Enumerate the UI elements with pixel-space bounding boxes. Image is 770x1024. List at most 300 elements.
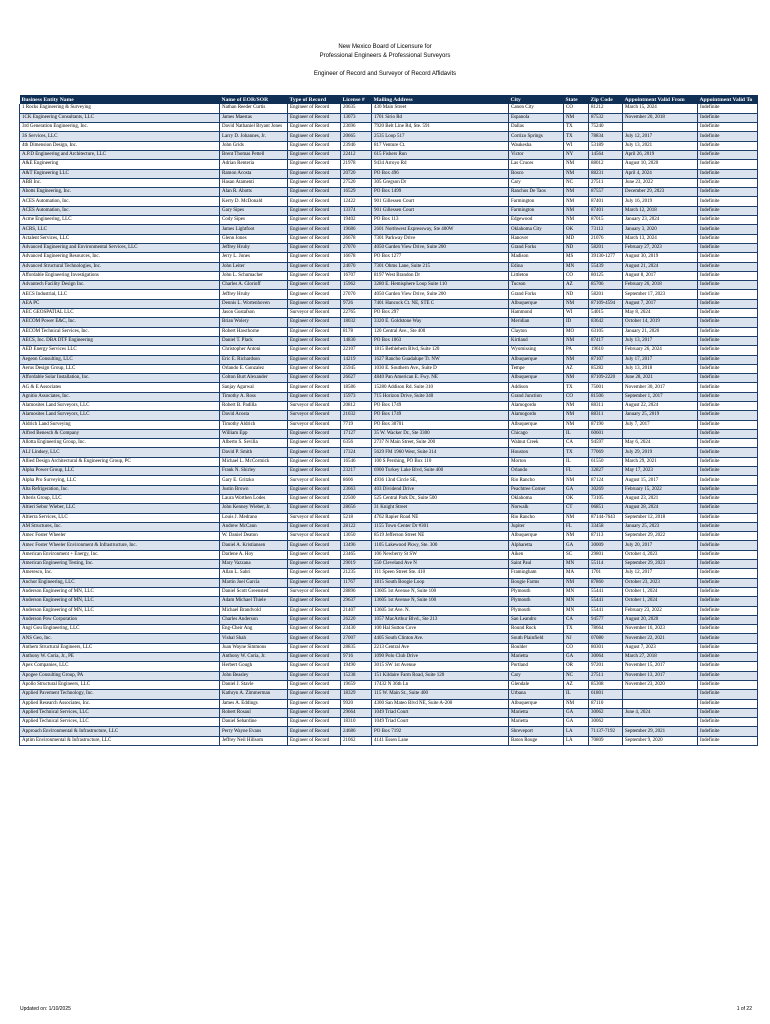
table-cell: 94577 <box>589 615 623 624</box>
table-cell: Robert Rosaul <box>220 708 288 717</box>
table-cell: 3320 E. Goldstone Way <box>372 318 509 327</box>
table-cell: Indefinite <box>698 615 758 624</box>
table-cell: Indefinite <box>698 429 758 438</box>
table-cell: Edina <box>509 262 564 271</box>
table-cell: 88231 <box>589 169 623 178</box>
table-cell: 21062 <box>341 736 372 745</box>
table-cell: Aptim Environmental & Infrastructure, LLC <box>20 736 220 745</box>
table-cell: June 28, 2021 <box>623 374 698 383</box>
table-cell: Herbert Gough <box>220 662 288 671</box>
table-cell: A.P.D Engineering and Architecture, LLC <box>20 150 220 159</box>
table-cell: Mary Vazzana <box>220 560 288 569</box>
table-cell: 1090 Polo Club Drive <box>372 653 509 662</box>
table-row <box>20 643 758 652</box>
table-cell: MA <box>564 569 589 578</box>
table-cell: Baton Rouge <box>509 736 564 745</box>
table-row <box>20 178 758 187</box>
table-cell: 7920 Belt Line Rd, Ste. 591 <box>372 123 509 132</box>
table-cell <box>623 429 698 438</box>
table-cell: Brent Thomas Pettell <box>220 150 288 159</box>
table-cell: TX <box>564 448 589 457</box>
table-row <box>20 336 758 345</box>
table-cell: 29664 <box>341 708 372 717</box>
table-cell: Indefinite <box>698 736 758 745</box>
table-cell: Indefinite <box>698 708 758 717</box>
table-row <box>20 364 758 373</box>
table-cell: Charles Anderson <box>220 615 288 624</box>
table-cell: 71137-7192 <box>589 727 623 736</box>
table-cell: Indefinite <box>698 336 758 345</box>
table-cell: OR <box>564 662 589 671</box>
table-cell: Urbana <box>509 690 564 699</box>
table-cell: David P. Smith <box>220 448 288 457</box>
table-row <box>20 680 758 689</box>
table-cell: PO Box 1277 <box>372 253 509 262</box>
table-row <box>20 625 758 634</box>
table-cell: Indefinite <box>698 541 758 550</box>
table-cell: Engineer of Record <box>288 457 341 466</box>
table-cell: Engineer of Record <box>288 123 341 132</box>
table-cell: W. Daniel Deaton <box>220 532 288 541</box>
table-cell: AECS Industrial, LLC <box>20 290 220 299</box>
table-cell: Engineer of Record <box>288 634 341 643</box>
table-cell: March 29, 2021 <box>623 457 698 466</box>
table-cell <box>623 699 698 708</box>
table-cell: Indefinite <box>698 206 758 215</box>
table-cell: NC <box>564 178 589 187</box>
table-cell: November 16, 2023 <box>623 625 698 634</box>
table-cell: Alpha Pro Surveying, LLC <box>20 476 220 485</box>
table-cell: 39130-1277 <box>589 253 623 262</box>
table-cell: 17324 <box>341 448 372 457</box>
table-cell: Indefinite <box>698 197 758 206</box>
table-cell: 26678 <box>341 234 372 243</box>
table-cell: Rio Rancho <box>509 513 564 522</box>
table-cell: 430 Main Street <box>372 104 509 113</box>
table-cell: Engineer of Record <box>288 197 341 206</box>
table-cell: Engineer of Record <box>288 262 341 271</box>
table-cell: Indefinite <box>698 290 758 299</box>
table-cell: 78664 <box>589 625 623 634</box>
table-row <box>20 513 758 522</box>
table-cell: Saint Paul <box>509 560 564 569</box>
table-cell: 16707 <box>341 271 372 280</box>
table-cell: AZ <box>564 680 589 689</box>
table-cell: 21407 <box>341 606 372 615</box>
table-cell: Albuquerque <box>509 699 564 708</box>
table-cell: Kerry D. McDonald <box>220 197 288 206</box>
table-cell: March 27, 2018 <box>623 653 698 662</box>
table-cell: 23465 <box>341 550 372 559</box>
table-cell: Engineer of Record <box>288 234 341 243</box>
table-cell: PO Box 1499 <box>372 188 509 197</box>
table-cell: 94597 <box>589 439 623 448</box>
table-cell: 9716 <box>341 653 372 662</box>
table-cell: NJ <box>564 634 589 643</box>
table-cell: 1CK Engineering Consultants, LLC <box>20 113 220 122</box>
table-cell: 21076 <box>589 234 623 243</box>
table-cell: Alamogordo <box>509 402 564 411</box>
table-cell: 28896 <box>341 587 372 596</box>
table-row <box>20 262 758 271</box>
table-cell: Albuquerque <box>509 420 564 429</box>
table-cell: 63105 <box>589 327 623 336</box>
table-cell: Oklahoma City <box>509 225 564 234</box>
table-cell: Allan L. Sabri <box>220 569 288 578</box>
table-cell: Advantech Facility Design Inc. <box>20 281 220 290</box>
table-cell: AM Structures, Inc. <box>20 522 220 531</box>
table-cell: Indefinite <box>698 123 758 132</box>
table-cell: Engineer of Record <box>288 680 341 689</box>
table-cell: Surveyor of Record <box>288 513 341 522</box>
table-cell: Indefinite <box>698 467 758 476</box>
table-cell: 106 Newberry St SW <box>372 550 509 559</box>
table-row <box>20 467 758 476</box>
table-cell: Indefinite <box>698 374 758 383</box>
table-cell: October 1, 2024 <box>623 587 698 596</box>
table-cell: 6900 Turkey Lake Blvd, Suite 400 <box>372 467 509 476</box>
table-cell: Agnitio Associates, Inc. <box>20 392 220 401</box>
table-cell: Affordable Solar Installation, Inc. <box>20 374 220 383</box>
table-cell: 715 Horizon Drive, Suite 340 <box>372 392 509 401</box>
table-cell: Christopher Antoni <box>220 346 288 355</box>
table-row <box>20 560 758 569</box>
table-cell: 120 Central Ave., Ste 400 <box>372 327 509 336</box>
table-cell: MN <box>564 262 589 271</box>
table-cell: Engineer of Record <box>288 318 341 327</box>
table-cell: Engineer of Record <box>288 216 341 225</box>
table-cell: Allotta Engineering Group, Inc. <box>20 439 220 448</box>
table-cell: August 7, 2017 <box>623 299 698 308</box>
updated-date: Updated on: 1/10/2025 <box>20 1006 71 1012</box>
table-cell: 3rd Generation Engineering, Inc. <box>20 123 220 132</box>
table-row <box>20 699 758 708</box>
table-cell: Engineer of Record <box>288 281 341 290</box>
table-cell: 19610 <box>589 346 623 355</box>
table-cell: CO <box>564 643 589 652</box>
table-cell: 151 Kildaire Farm Road, Suite 120 <box>372 671 509 680</box>
table-cell: Amec Foster Wheeler Environment & Infrastructure, Inc. <box>20 541 220 550</box>
table-cell: John Kenney Wieber, Jr. <box>220 504 288 513</box>
table-cell: January 25, 2023 <box>623 522 698 531</box>
table-cell: Applied Technical Services, LLC <box>20 708 220 717</box>
table-cell: Corrizo Springs <box>509 132 564 141</box>
table-cell: Morton <box>509 457 564 466</box>
table-cell: ALJ Lindsey, LLC <box>20 448 220 457</box>
table-cell: May 8, 2024 <box>623 309 698 318</box>
table-cell: Indefinite <box>698 569 758 578</box>
table-cell: August 15, 2017 <box>623 476 698 485</box>
table-cell: September 17, 2023 <box>623 290 698 299</box>
table-cell: Indefinite <box>698 476 758 485</box>
table-cell: CO <box>564 104 589 113</box>
table-cell: NM <box>564 411 589 420</box>
table-cell: 15280 Addison Rd. Suite 310 <box>372 383 509 392</box>
table-cell: Anthony W. Coria, Jr., PE <box>20 653 220 662</box>
table-cell: Meridian <box>509 318 564 327</box>
table-cell: Indefinite <box>698 234 758 243</box>
table-cell: Las Cruces <box>509 160 564 169</box>
table-cell: 20635 <box>341 104 372 113</box>
table-cell: Applied Research Associates, Inc. <box>20 699 220 708</box>
table-cell: 88311 <box>589 411 623 420</box>
table-cell: Grand Junction <box>509 392 564 401</box>
table-cell: Timothy Aldrich <box>220 420 288 429</box>
table-cell: NM <box>564 216 589 225</box>
table-cell: TX <box>564 123 589 132</box>
table-cell: Indefinite <box>698 281 758 290</box>
table-cell: Engineer of Record <box>288 383 341 392</box>
table-cell: Engineer of Record <box>288 736 341 745</box>
table-cell: Engineer of Record <box>288 439 341 448</box>
table-cell: Indefinite <box>698 411 758 420</box>
table-cell: MN <box>564 560 589 569</box>
table-cell: Approach Environmental & Infrastructure, LLC <box>20 727 220 736</box>
table-cell: 27511 <box>589 671 623 680</box>
table-cell: TX <box>564 132 589 141</box>
table-cell: GA <box>564 541 589 550</box>
table-cell: Alfred Benesch & Company <box>20 429 220 438</box>
table-cell: Engineer of Record <box>288 374 341 383</box>
table-cell: 22500 <box>341 494 372 503</box>
table-cell: 1627 Rancho Guadalupe Tr. NW <box>372 355 509 364</box>
table-cell: Jeffrey Hruby <box>220 290 288 299</box>
table-cell: Robert B. Padilla <box>220 402 288 411</box>
table-cell: 4840 Pan American E. Fwy. NE <box>372 374 509 383</box>
table-cell: 4936 13nd Circle SE, <box>372 476 509 485</box>
table-cell: 18310 <box>341 718 372 727</box>
table-cell: August 28, 2024 <box>623 504 698 513</box>
table-cell: 7301 Ohms Lane, Suite 215 <box>372 262 509 271</box>
table-cell: IL <box>564 429 589 438</box>
table-cell: Acme Engineering, LLC <box>20 216 220 225</box>
column-header: Appointment Valid To <box>698 95 758 104</box>
table-cell: September 12, 2018 <box>623 513 698 522</box>
table-cell: February 27, 2023 <box>623 243 698 252</box>
table-cell: Engineer of Record <box>288 550 341 559</box>
table-cell: Engineer of Record <box>288 653 341 662</box>
table-cell: 85282 <box>589 364 623 373</box>
document-title: Engineer of Record and Surveyor of Record Affidavits <box>313 71 457 77</box>
table-cell: Waukesha <box>509 141 564 150</box>
table-cell: 7719 <box>341 420 372 429</box>
table-cell: 20665 <box>341 132 372 141</box>
table-cell <box>623 690 698 699</box>
table-cell: October 1, 2024 <box>623 597 698 606</box>
table-cell: Daniel Scott Greensted <box>220 587 288 596</box>
table-cell: April 26, 2019 <box>623 150 698 159</box>
table-cell: Surveyor of Record <box>288 309 341 318</box>
table-cell: NC <box>564 671 589 680</box>
table-cell: Engineer of Record <box>288 271 341 280</box>
table-cell: Indefinite <box>698 169 758 178</box>
table-cell: Houston <box>509 448 564 457</box>
table-cell: GA <box>564 485 589 494</box>
table-cell: Norwalk <box>509 504 564 513</box>
table-cell: 17127 <box>341 429 372 438</box>
table-cell: December 29, 2023 <box>623 188 698 197</box>
table-cell: 13605 1st Ave. N. <box>372 606 509 615</box>
table-cell: Daniel T. Plack <box>220 336 288 345</box>
column-header: State <box>564 95 589 104</box>
table-cell: Eng-Cheir Ang <box>220 625 288 634</box>
table-cell: 87109-4594 <box>589 299 623 308</box>
table-cell: Shreveport <box>509 727 564 736</box>
table-cell: 29801 <box>589 550 623 559</box>
table-cell: Surveyor of Record <box>288 587 341 596</box>
table-cell: Indefinite <box>698 132 758 141</box>
table-cell: Engineer of Record <box>288 606 341 615</box>
column-header: Name of EOR/SOR <box>220 95 288 104</box>
table-cell: 2737 N Main Street, Suite 200 <box>372 439 509 448</box>
table-cell: Indefinite <box>698 271 758 280</box>
table-cell: Victor <box>509 150 564 159</box>
table-cell: Altieri Sebor Wieber, LLC <box>20 504 220 513</box>
table-cell: Engineer of Record <box>288 625 341 634</box>
table-cell: 115 W. Main St., Suite 400 <box>372 690 509 699</box>
table-cell: 55114 <box>589 560 623 569</box>
table-row <box>20 197 758 206</box>
table-cell: 3280 E. Hemisphere Loop Suite 110 <box>372 281 509 290</box>
table-cell: July 20, 2017 <box>623 541 698 550</box>
table-cell: LA <box>564 727 589 736</box>
table-cell: 615 Fishers Run <box>372 150 509 159</box>
table-cell: NM <box>564 578 589 587</box>
table-cell: AECOM Technical Services, Inc. <box>20 327 220 336</box>
table-cell: NM <box>564 188 589 197</box>
table-row <box>20 225 758 234</box>
table-cell: Nathan Reeder Curtis <box>220 104 288 113</box>
table-cell: Engineer of Record <box>288 522 341 531</box>
table-cell: MS <box>564 253 589 262</box>
table-cell: Charles A. Glorioff <box>220 281 288 290</box>
table-cell: Indefinite <box>698 560 758 569</box>
table-row <box>20 374 758 383</box>
table-cell: Indefinite <box>698 402 758 411</box>
table-cell: Plymouth <box>509 597 564 606</box>
table-cell: Alan R. Abotts <box>220 188 288 197</box>
table-cell: 30062 <box>589 708 623 717</box>
table-cell: 21978 <box>341 160 372 169</box>
table-cell: Walnut Creek <box>509 439 564 448</box>
table-cell: Anderson Engineering of MN, LLC <box>20 606 220 615</box>
table-cell: MD <box>564 234 589 243</box>
table-cell: January 21, 2020 <box>623 327 698 336</box>
table-cell: Canon City <box>509 104 564 113</box>
table-cell: Indefinite <box>698 532 758 541</box>
table-cell: Dallas <box>509 123 564 132</box>
table-cell: 111 Speen Street Ste. 410 <box>372 569 509 578</box>
table-cell: August 20, 2020 <box>623 615 698 624</box>
table-cell: Engineer of Record <box>288 718 341 727</box>
table-cell: November 20, 2018 <box>623 113 698 122</box>
table-cell: 23946 <box>341 141 372 150</box>
table-row <box>20 309 758 318</box>
table-cell: Indefinite <box>698 392 758 401</box>
table-cell <box>623 718 698 727</box>
table-cell: Glendale <box>509 680 564 689</box>
table-cell: 55441 <box>589 606 623 615</box>
table-cell: Indefinite <box>698 699 758 708</box>
table-cell: Alamosites Land Surveyors, LLC <box>20 411 220 420</box>
table-cell: 26627 <box>341 374 372 383</box>
table-cell: Juan Wayne Simmons <box>220 643 288 652</box>
table-cell: October 4, 2023 <box>623 550 698 559</box>
table-cell: Gary Sipes <box>220 206 288 215</box>
table-cell: 19659 <box>341 680 372 689</box>
table-row <box>20 402 758 411</box>
table-cell: 100 S Pershing, PO Box 110 <box>372 457 509 466</box>
table-cell: Indefinite <box>698 662 758 671</box>
table-cell: Alpha Power Group, LLC <box>20 467 220 476</box>
table-cell: 8519 Jefferson Street NE <box>372 532 509 541</box>
table-cell: 14219 <box>341 355 372 364</box>
table-cell: April 4, 2024 <box>623 169 698 178</box>
table-cell: November 30, 2017 <box>623 383 698 392</box>
table-cell: AEC GEOSPATIAL LLC <box>20 309 220 318</box>
table-cell: 88311 <box>589 402 623 411</box>
table-cell: Tucson <box>509 281 564 290</box>
table-cell: Orlando E. Gonzalez <box>220 364 288 373</box>
table-cell: Apogee Consulting Group, PA <box>20 671 220 680</box>
table-cell: Engineer of Record <box>288 355 341 364</box>
table-cell: 3015 SW 1st Avenue <box>372 662 509 671</box>
table-cell: Hasan Atamenti <box>220 178 288 187</box>
table-cell: GA <box>564 653 589 662</box>
table-cell: San Leandro <box>509 615 564 624</box>
table-cell: Gary E. Gritzko <box>220 476 288 485</box>
table-cell: PO Box 1063 <box>372 336 509 345</box>
table-cell: ANS Geo, Inc. <box>20 634 220 643</box>
table-cell: NM <box>564 336 589 345</box>
table-cell: CO <box>564 271 589 280</box>
table-cell: 19402 <box>341 216 372 225</box>
column-header: Type of Record <box>288 95 341 104</box>
table-row <box>20 439 758 448</box>
table-cell: Littleton <box>509 271 564 280</box>
table-cell: 27007 <box>341 634 372 643</box>
table-cell: Albuquerque <box>509 374 564 383</box>
table-cell: 28835 <box>341 643 372 652</box>
table-cell: NM <box>564 532 589 541</box>
table-row <box>20 299 758 308</box>
table-row <box>20 132 758 141</box>
table-cell: Alamogordo <box>509 411 564 420</box>
table-cell: Advanced Structural Technologies, Inc. <box>20 262 220 271</box>
table-row <box>20 541 758 550</box>
table-cell: Indefinite <box>698 494 758 503</box>
table-cell: 55441 <box>589 587 623 596</box>
table-cell: Engineer of Record <box>288 662 341 671</box>
table-cell: 25945 <box>341 364 372 373</box>
table-cell: Indefinite <box>698 160 758 169</box>
table-cell: TX <box>564 383 589 392</box>
table-cell: 1030 E. Southern Ave., Suite D <box>372 364 509 373</box>
table-cell: 1049 Triad Court <box>372 708 509 717</box>
table-cell: David Nathaniel Bryant Jones <box>220 123 288 132</box>
page-number: 1 of 22 <box>736 1006 752 1012</box>
table-cell: Michael L. McCormick <box>220 457 288 466</box>
table-cell: Indefinite <box>698 216 758 225</box>
table-cell: Engineer of Record <box>288 336 341 345</box>
table-cell: PA <box>564 346 589 355</box>
table-cell: Indefinite <box>698 625 758 634</box>
table-cell: Grand Forks <box>509 243 564 252</box>
table-cell: Kirtland <box>509 336 564 345</box>
table-cell: June 23, 2022 <box>623 178 698 187</box>
table-cell: MO <box>564 327 589 336</box>
table-cell: June 4, 2024 <box>623 708 698 717</box>
